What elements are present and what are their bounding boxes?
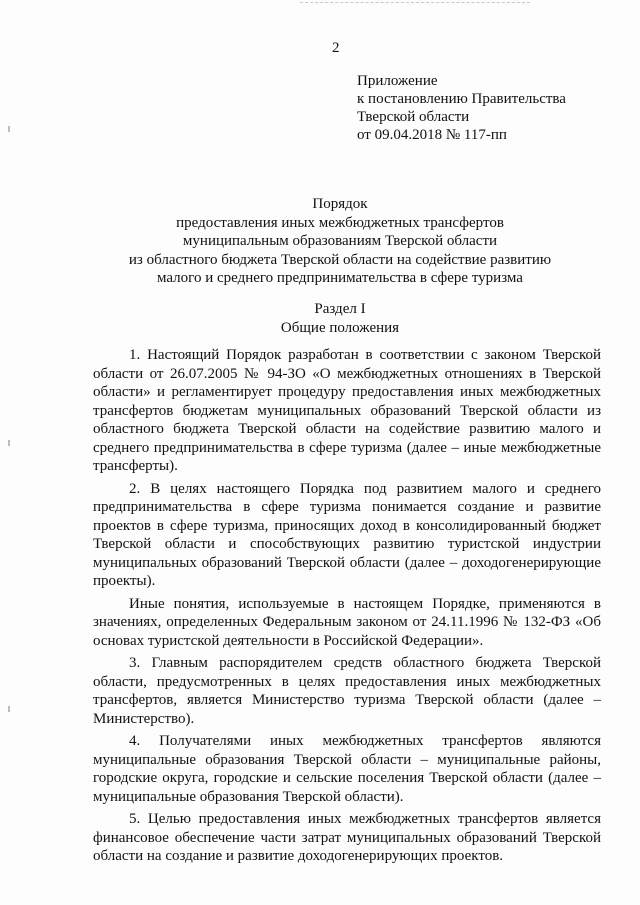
body-text (93, 346, 601, 870)
scan-artifact-left-3 (8, 706, 10, 712)
paragraph-3: Иные понятия, используемые в настоящем Порядке, применяются в значениях, определенных Федеральным законом от 24.11.1996 № 132-ФЗ «Об основах туристской деятельности в Российской Федерации». (93, 595, 601, 649)
title-line-1: предоставления иных межбюджетных трансфертов (176, 214, 504, 231)
page-number: 2 (332, 40, 340, 56)
section-name: Общие положения (280, 319, 400, 336)
appendix-line-3: Тверской области (357, 109, 470, 125)
document-title (60, 195, 620, 288)
paragraph-1: 1. Настоящий Порядок разработан в соответствии с законом Тверской области от 26.07.2005 № 94-ЗО «О межбюджетных отношениях в Тверской области» и регламентирует процедуру предоставления иных межбюджетных трансфертов бюджетам муниципальных образований Тверской области из областного бюджета Тверской области на содействие развитию малого и среднего предпринимательства в сфере туризма (далее – иные межбюджетные трансферты). (93, 347, 601, 474)
paragraph-5: 4. Получателями иных межбюджетных трансфертов являются муниципальные образования Тверской области – муниципальные районы, городские округа, городские и сельские поселения Тверской области (далее – муниципальные образования Тверской области). (93, 733, 601, 805)
scan-artifact-left-1 (8, 126, 10, 132)
title-line-4: малого и среднего предпринимательства в сфере туризма (157, 270, 523, 286)
title-line-2: муниципальным образованиям Тверской области (182, 233, 498, 249)
appendix-line-2: к постановлению Правительства (357, 91, 566, 107)
section-heading (60, 300, 620, 337)
paragraph-4: 3. Главным распорядителем средств областного бюджета Тверской области, предусмотренных в целях предоставления иных межбюджетных трансфертов, является Министерство туризма Тверской области (далее – Министерство). (93, 655, 601, 727)
scan-artifact-left-2 (8, 440, 10, 446)
paragraph-2: 2. В целях настоящего Порядка под развитием малого и среднего предпринимательства в сфере туризма понимается создание и развитие проектов в сфере туризма, приносящих доход в консолидированный бюджет Тверской области и способствующих развитию туристской индустрии муниципальных образований Тверской области (далее – доходогенерирующие проекты). (93, 480, 601, 589)
appendix-line-1: Приложение (357, 73, 438, 89)
section-number: Раздел I (314, 301, 366, 317)
title-heading: Порядок (312, 196, 368, 212)
scan-artifact-top (300, 2, 530, 7)
title-line-3: из областного бюджета Тверской области на содействие развитию (128, 251, 552, 268)
appendix-line-4: от 09.04.2018 № 117-пп (357, 127, 507, 143)
paragraph-6: 5. Целью предоставления иных межбюджетных трансфертов является финансовое обеспечение части затрат муниципальных образований Тверской области на создание и развитие доходогенерирующих проектов. (93, 811, 601, 864)
appendix-block (357, 72, 566, 144)
